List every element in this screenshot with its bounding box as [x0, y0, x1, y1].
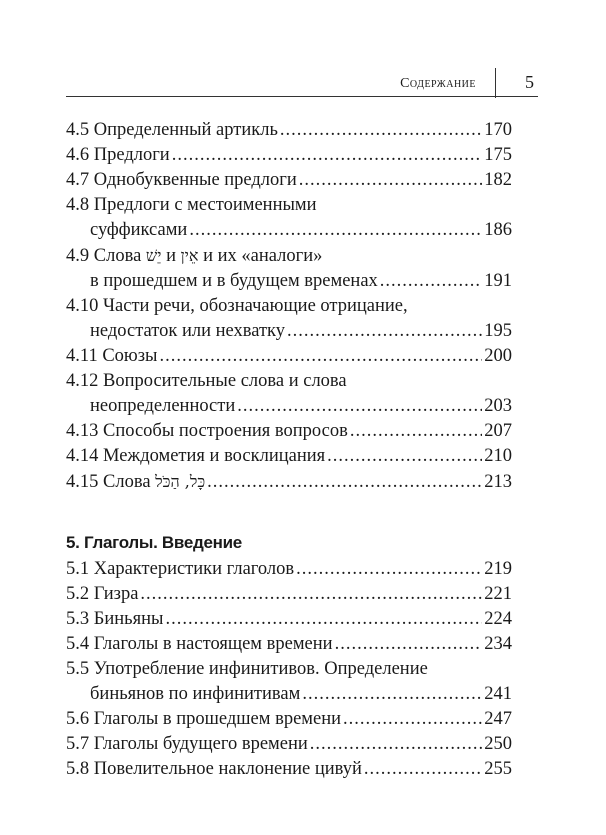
toc-entry-title: 4.15 Слова [66, 472, 151, 492]
dot-leader [165, 607, 482, 632]
toc-entry-page: 175 [484, 145, 512, 165]
toc-entry-title: 5.5 Употребление инфинитивов. Определение [66, 659, 428, 679]
hebrew-word: יֵשׁ [145, 246, 162, 265]
page-number: 5 [525, 72, 534, 92]
toc-entry-title: 5.1 Характеристики глаголов [66, 559, 295, 579]
toc-entry-4-5[interactable] [66, 118, 512, 143]
hebrew-word: כָּל, הַכֹּל [155, 472, 206, 491]
dot-leader [299, 168, 482, 193]
toc-entry-page: 234 [484, 634, 512, 654]
toc-entry-5-7[interactable] [66, 732, 512, 757]
dot-leader [350, 419, 482, 444]
toc-entry-title: 5.6 Глаголы в прошедшем времени [66, 709, 342, 729]
toc-entry-title: 5.4 Глаголы в настоящем времени [66, 634, 333, 654]
toc-entry-title: 4.5 Определенный артикль [66, 120, 278, 140]
running-header [66, 66, 538, 97]
toc-entry-4-7[interactable] [66, 168, 512, 193]
toc-entry-page: 203 [484, 396, 512, 416]
toc-entry-page: 213 [484, 472, 512, 492]
toc-entry-5-4[interactable] [66, 632, 512, 657]
toc-entry-page: 191 [484, 271, 512, 291]
toc-entry-title: 4.10 Части речи, обозначающие отрицание, [66, 296, 408, 316]
toc-entry-5-1[interactable] [66, 557, 512, 582]
toc-entry-title-cont: в прошедшем и в будущем временах [90, 271, 378, 291]
dot-leader [172, 143, 483, 168]
toc-entry-title-cont: суффиксами [90, 220, 188, 240]
toc-entry-title: 5.2 Гизра [66, 584, 139, 604]
toc-entry-title: 4.12 Вопросительные слова и слова [66, 371, 347, 391]
toc-entry-4-6[interactable] [66, 143, 512, 168]
toc-entry-4-11[interactable] [66, 344, 512, 369]
dot-leader [280, 118, 482, 143]
toc-entry-page: 255 [484, 759, 512, 779]
toc-entry-4-9[interactable] [66, 243, 512, 294]
table-of-contents [66, 118, 512, 782]
toc-entry-page: 195 [484, 321, 512, 341]
toc-entry-page: 207 [484, 421, 512, 441]
toc-entry-title-cont: неопределенности [90, 396, 236, 416]
dot-leader [335, 632, 483, 657]
toc-entry-5-8[interactable] [66, 757, 512, 782]
toc-entry-page: 219 [484, 559, 512, 579]
toc-entry-page: 224 [484, 609, 512, 629]
toc-entry-4-8[interactable] [66, 193, 512, 243]
hebrew-word: אֵין [180, 246, 199, 265]
toc-entry-page: 247 [484, 709, 512, 729]
toc-entry-page: 170 [484, 120, 512, 140]
dot-leader [327, 444, 482, 469]
toc-entry-title: 5.8 Повелительное наклонение цивуй [66, 759, 362, 779]
toc-entry-title: 4.13 Способы построения вопросов [66, 421, 348, 441]
dot-leader [140, 582, 482, 607]
toc-entry-title: 4.7 Однобуквенные предлоги [66, 170, 297, 190]
toc-entry-5-5[interactable] [66, 657, 512, 707]
dot-leader [364, 757, 482, 782]
header-separator [495, 68, 496, 98]
toc-entry-page: 200 [484, 346, 512, 366]
toc-entry-4-13[interactable] [66, 419, 512, 444]
dot-leader [159, 344, 482, 369]
header-title: Содержание [400, 76, 476, 91]
dot-leader [302, 682, 482, 707]
toc-entry-title: 4.11 Союзы [66, 346, 158, 366]
toc-entry-title: 4.14 Междометия и восклицания [66, 446, 326, 466]
toc-entry-page: 241 [484, 684, 512, 704]
toc-entry-page: 186 [484, 220, 512, 240]
dot-leader [287, 319, 482, 344]
toc-entry-conj: и [166, 246, 176, 266]
dot-leader [310, 732, 483, 757]
dot-leader [237, 394, 482, 419]
dot-leader [296, 557, 482, 582]
toc-entry-title-cont: недостаток или нехватку [90, 321, 286, 341]
dot-leader [343, 707, 482, 732]
toc-entry-4-10[interactable] [66, 294, 512, 344]
toc-entry-page: 250 [484, 734, 512, 754]
toc-entry-4-15[interactable] [66, 469, 512, 495]
toc-entry-4-14[interactable] [66, 444, 512, 469]
dot-leader [189, 218, 482, 243]
toc-entry-title: 4.9 Слова [66, 246, 142, 266]
dot-leader [380, 269, 482, 294]
toc-entry-tail: и их «аналоги» [203, 246, 323, 266]
toc-entry-page: 210 [484, 446, 512, 466]
toc-entry-5-6[interactable] [66, 707, 512, 732]
toc-entry-5-3[interactable] [66, 607, 512, 632]
toc-entry-title: 4.8 Предлоги с местоименными [66, 195, 317, 215]
toc-entry-title-cont: биньянов по инфинитивам [90, 684, 301, 704]
toc-entry-title: 5.7 Глаголы будущего времени [66, 734, 308, 754]
toc-entry-5-2[interactable] [66, 582, 512, 607]
dot-leader [207, 470, 482, 495]
toc-entry-page: 182 [484, 170, 512, 190]
section-heading: 5. Глаголы. Введение [66, 533, 242, 552]
toc-entry-title: 5.3 Биньяны [66, 609, 164, 629]
toc-entry-4-12[interactable] [66, 369, 512, 419]
toc-entry-title: 4.6 Предлоги [66, 145, 170, 165]
toc-entry-page: 221 [484, 584, 512, 604]
